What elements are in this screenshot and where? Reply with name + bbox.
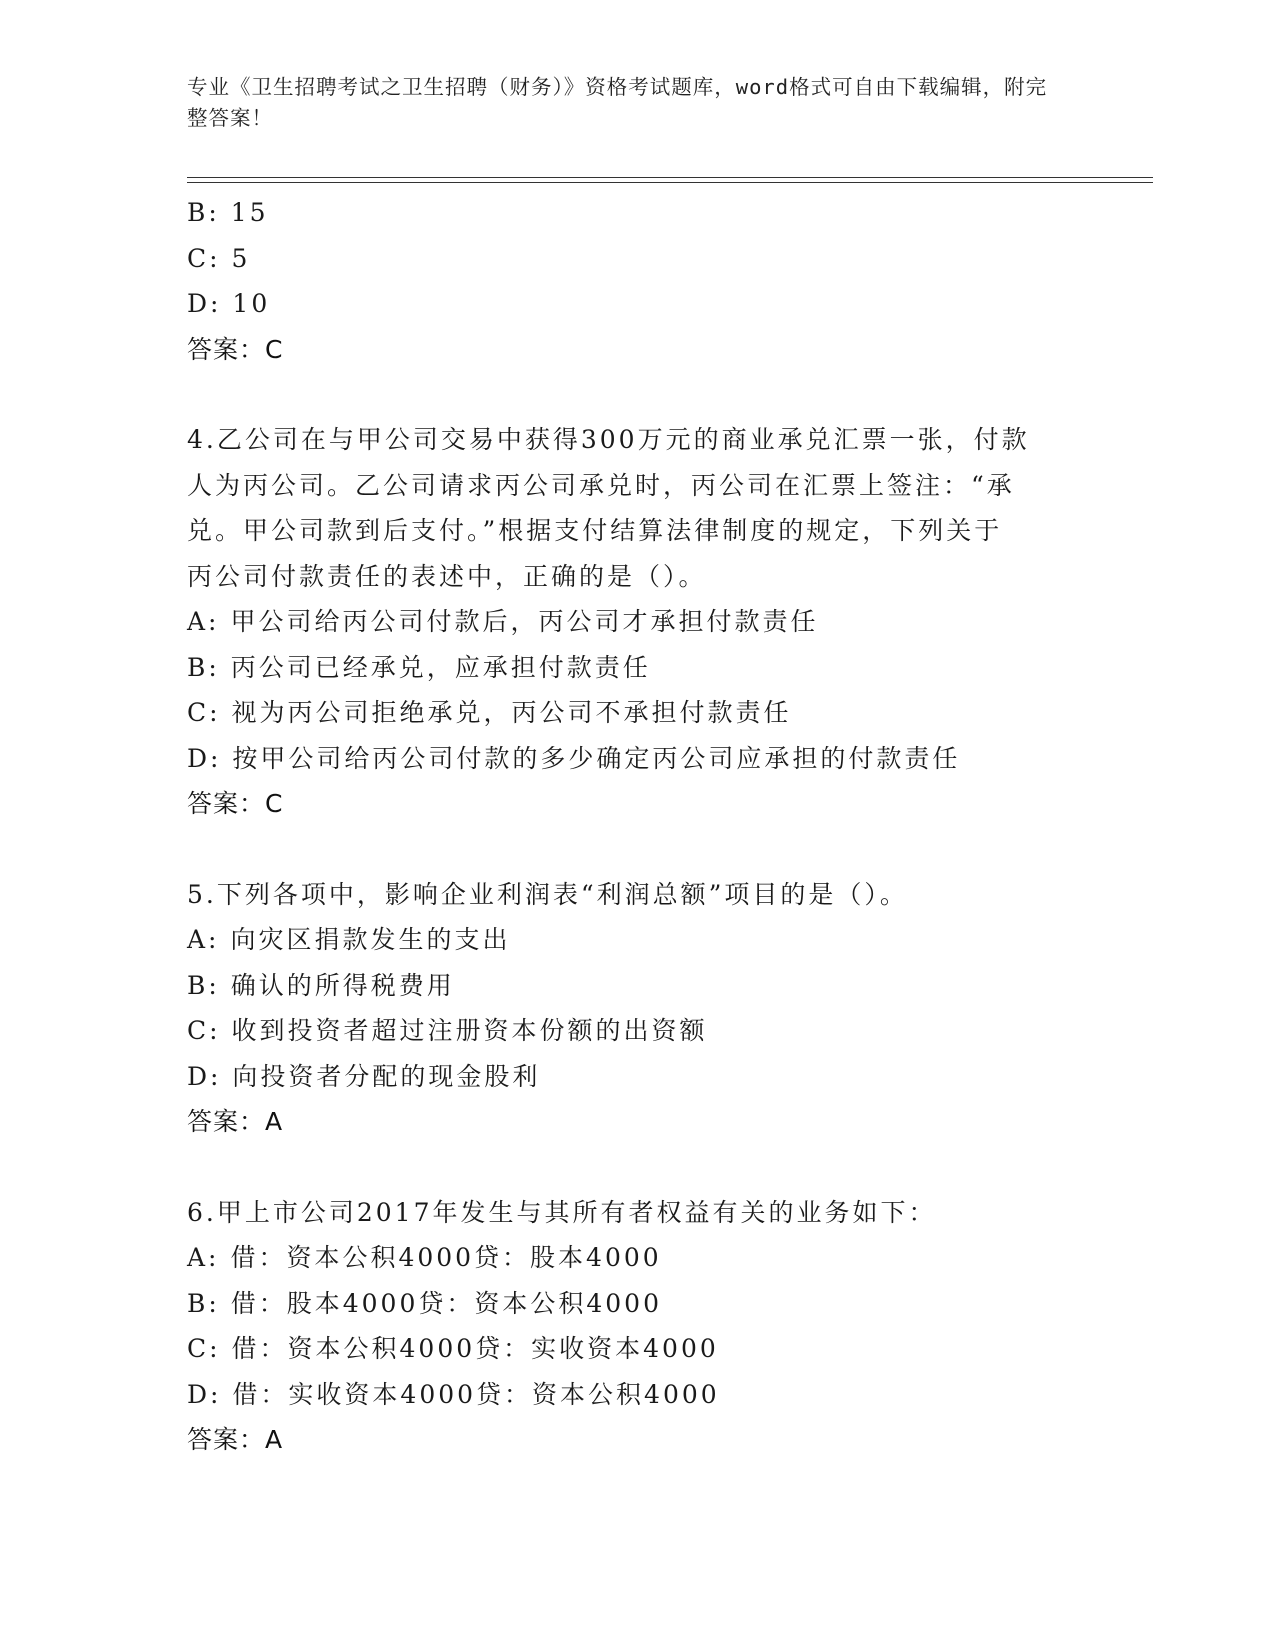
option-text: 甲公司给丙公司付款后，丙公司才承担付款责任 bbox=[230, 607, 819, 636]
option-text: 15 bbox=[230, 198, 269, 227]
option-c bbox=[187, 1008, 1067, 1054]
option-label: A: bbox=[187, 607, 220, 636]
option-b bbox=[187, 963, 1067, 1009]
option-b bbox=[187, 190, 1067, 236]
option-label: B: bbox=[187, 198, 220, 227]
question-stem-line: 丙公司付款责任的表述中，正确的是（）。 bbox=[187, 561, 707, 591]
option-d bbox=[187, 281, 1067, 327]
option-label: C: bbox=[187, 1016, 221, 1045]
option-c bbox=[187, 236, 1067, 282]
option-text: 向灾区捐款发生的支出 bbox=[230, 925, 511, 954]
option-label: B: bbox=[187, 1288, 220, 1318]
option-text: 借：资本公积4000贷：实收资本4000 bbox=[231, 1334, 719, 1363]
option-a bbox=[187, 1235, 1067, 1281]
option-d bbox=[187, 1054, 1067, 1100]
option-a bbox=[187, 917, 1067, 963]
option-d bbox=[187, 1372, 1067, 1418]
option-a bbox=[187, 599, 1067, 645]
document-header: 专业《卫生招聘考试之卫生招聘（财务）》资格考试题库，word格式可自由下载编辑，附完整答案！ bbox=[187, 75, 1048, 130]
option-label: A: bbox=[187, 1243, 220, 1272]
option-label: B: bbox=[187, 652, 220, 682]
answer: 答案：A bbox=[187, 1107, 284, 1136]
option-b bbox=[187, 1281, 1067, 1327]
option-text: 向投资者分配的现金股利 bbox=[232, 1061, 541, 1091]
option-text: 视为丙公司拒绝承兑，丙公司不承担付款责任 bbox=[231, 698, 792, 727]
option-label: D: bbox=[187, 743, 222, 773]
question-stem-line: 人为丙公司。乙公司请求丙公司承兑时，丙公司在汇票上签注：“承 bbox=[187, 470, 1015, 500]
question-4 bbox=[187, 417, 1067, 827]
question-stem: 5.下列各项中，影响企业利润表“利润总额”项目的是（）。 bbox=[187, 879, 908, 909]
answer: 答案：C bbox=[187, 789, 284, 818]
option-text: 借：实收资本4000贷：资本公积4000 bbox=[232, 1379, 720, 1409]
option-label: C: bbox=[187, 1334, 221, 1363]
question-stem-line: 兑。甲公司款到后支付。”根据支付结算法律制度的规定，下列关于 bbox=[187, 516, 1003, 545]
question-5 bbox=[187, 872, 1067, 1145]
option-label: C: bbox=[187, 698, 221, 727]
option-text: 按甲公司给丙公司付款的多少确定丙公司应承担的付款责任 bbox=[232, 743, 961, 773]
header-divider bbox=[187, 177, 1153, 183]
option-c bbox=[187, 1326, 1067, 1372]
option-text: 借：股本4000贷：资本公积4000 bbox=[230, 1288, 662, 1318]
option-text: 确认的所得税费用 bbox=[230, 970, 455, 1000]
question-3 bbox=[187, 190, 1067, 372]
answer: 答案：A bbox=[187, 1425, 284, 1454]
answer: 答案：C bbox=[187, 334, 284, 364]
spacer bbox=[187, 827, 1067, 872]
spacer bbox=[187, 1145, 1067, 1190]
option-label: B: bbox=[187, 970, 220, 1000]
option-c bbox=[187, 690, 1067, 736]
question-stem-line: 4.乙公司在与甲公司交易中获得300万元的商业承兑汇票一张，付款 bbox=[187, 425, 1030, 454]
spacer bbox=[187, 372, 1067, 417]
option-label: D: bbox=[187, 289, 222, 318]
option-label: C: bbox=[187, 243, 221, 273]
option-text: 收到投资者超过注册资本份额的出资额 bbox=[231, 1016, 708, 1045]
option-text: 10 bbox=[232, 289, 271, 318]
option-text: 5 bbox=[231, 243, 251, 273]
question-list bbox=[187, 190, 1067, 1463]
option-text: 丙公司已经承兑，应承担付款责任 bbox=[230, 652, 651, 682]
question-stem: 6.甲上市公司2017年发生与其所有者权益有关的业务如下： bbox=[187, 1197, 937, 1227]
option-b bbox=[187, 645, 1067, 691]
option-text: 借：资本公积4000贷：股本4000 bbox=[230, 1243, 662, 1272]
option-label: A: bbox=[187, 925, 220, 954]
option-label: D: bbox=[187, 1379, 222, 1409]
option-d bbox=[187, 736, 1067, 782]
option-label: D: bbox=[187, 1061, 222, 1091]
question-6 bbox=[187, 1190, 1067, 1463]
